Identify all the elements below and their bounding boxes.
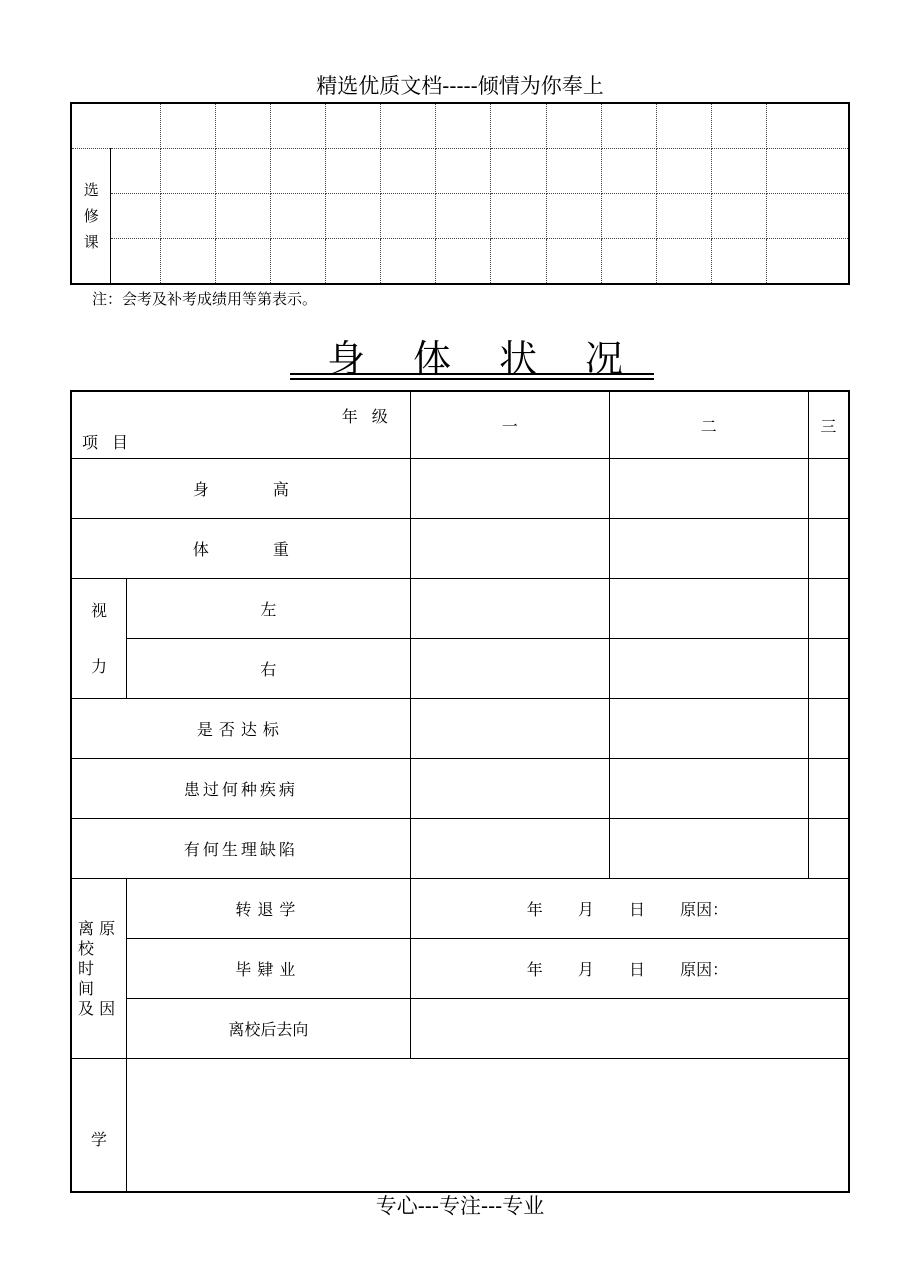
section-title: 身 体 状 况 [326,337,624,381]
row-label-standard: 是否达标 [71,699,410,759]
table-row [71,999,849,1059]
note: 注：会考及补考成绩用等第表示。 [92,290,318,308]
table-row [71,194,849,239]
row-label-destination: 离校后去向 [127,999,411,1059]
table-row [71,819,849,879]
table-row [71,391,849,459]
transfer-date: 年 月 日 原因： [410,879,849,939]
grade-header: 一 [410,391,609,459]
table-row [71,149,849,194]
table-row [71,759,849,819]
vision-label: 视 力 [71,579,127,699]
table-row [71,459,849,519]
corner-header: 年级 项目 [71,391,410,459]
elective-table [70,102,850,285]
grade-header: 三 [808,391,849,459]
table-row [71,103,849,149]
vision-right-label: 右 [127,639,411,699]
elective-label: 选 修 课 [71,149,111,285]
table-row [71,519,849,579]
grade-header: 二 [609,391,808,459]
row-label-diseases: 患过何种疾病 [71,759,410,819]
row-label-transfer: 转退学 [127,879,411,939]
row-label-weight: 体 重 [71,519,410,579]
table-row [71,579,849,639]
study-label: 学 [71,1059,127,1193]
row-label-defects: 有何生理缺陷 [71,819,410,879]
vision-left-label: 左 [127,579,411,639]
graduate-date: 年 月 日 原因： [410,939,849,999]
row-label-graduate: 毕肄业 [127,939,411,999]
table-row [71,879,849,939]
health-table [70,390,850,1193]
table-row [71,239,849,285]
leave-label: 离 原 校 时 间 及 因 [71,879,127,1059]
table-row [71,1059,849,1193]
table-row [71,939,849,999]
page-footer: 专心---专注---专业 [375,1194,545,1218]
title-underline [290,373,654,375]
table-row [71,699,849,759]
title-underline [290,378,654,380]
table-row [71,639,849,699]
row-label-height: 身 高 [71,459,410,519]
page-header: 精选优质文档-----倾情为你奉上 [316,74,604,98]
